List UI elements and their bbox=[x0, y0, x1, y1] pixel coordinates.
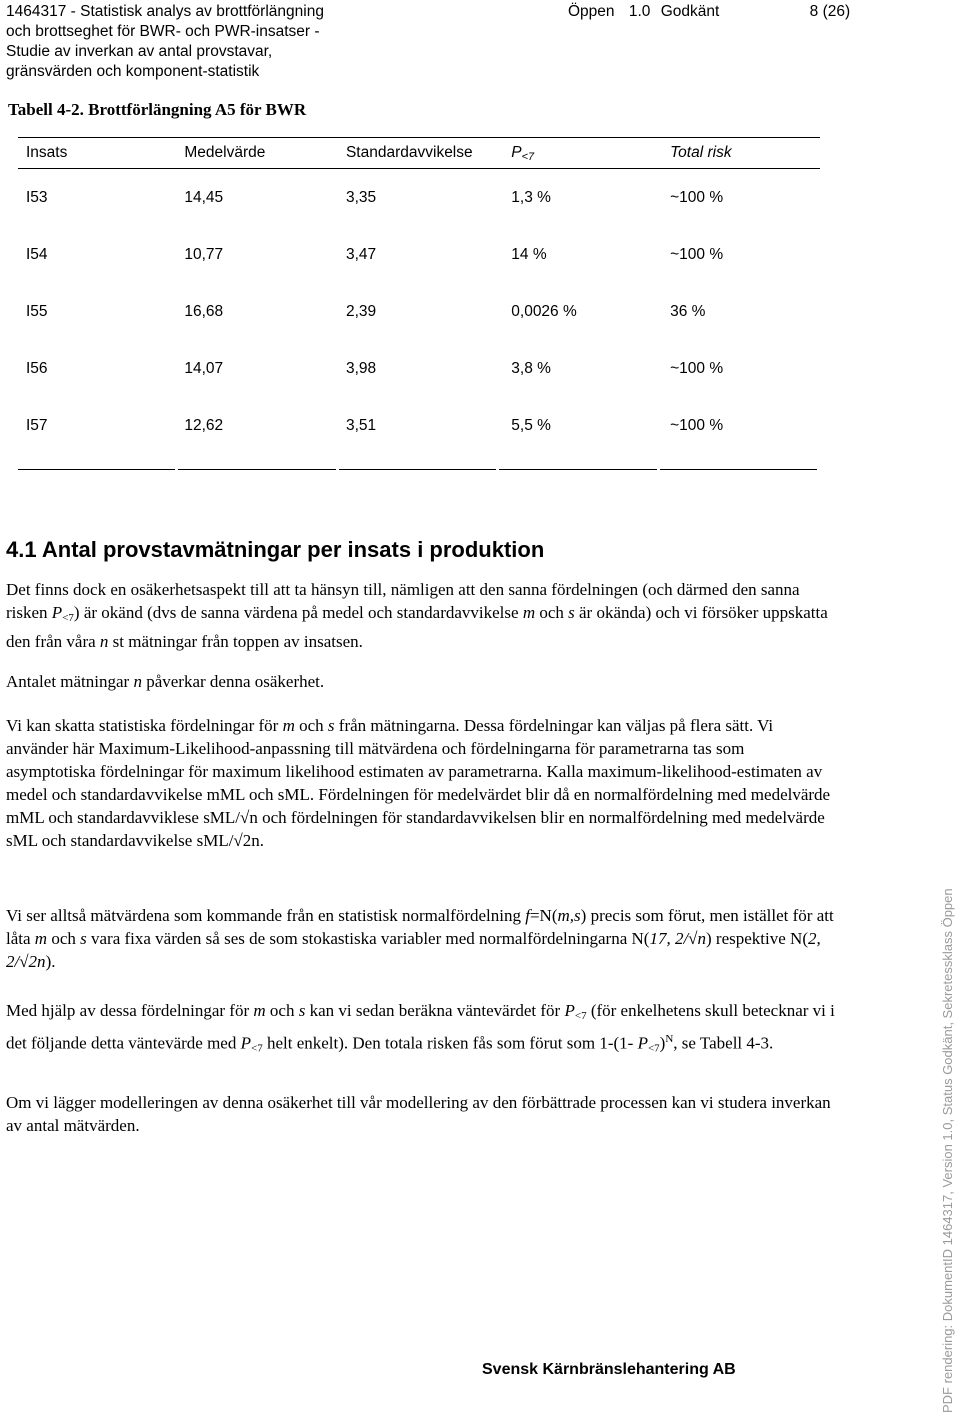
table-cell: 36 % bbox=[670, 302, 706, 320]
title-line: Studie av inverkan av antal provstavar, bbox=[6, 43, 273, 60]
title-line: och brottseghet för BWR- och PWR-insatser - bbox=[6, 23, 320, 40]
page-number: 8 (26) bbox=[809, 3, 851, 20]
table-row bbox=[18, 226, 820, 283]
table-header-row bbox=[18, 138, 820, 169]
table-bottom-rule bbox=[18, 468, 820, 470]
table-row bbox=[18, 397, 820, 454]
table-cell: 16,68 bbox=[184, 302, 224, 320]
table-cell: 3,8 % bbox=[511, 359, 551, 377]
column-header: Standardavvikelse bbox=[338, 138, 503, 169]
paragraph: Antalet mätningar n påverkar denna osäkerhet. bbox=[6, 672, 325, 691]
table-cell: I53 bbox=[26, 188, 48, 206]
table-cell: I57 bbox=[26, 416, 48, 434]
document-title bbox=[6, 2, 324, 82]
table-cell: 0,0026 % bbox=[511, 302, 577, 320]
table-cell: I56 bbox=[26, 359, 48, 377]
table-row bbox=[18, 169, 820, 227]
footer-company: Svensk Kärnbränslehantering AB bbox=[482, 1361, 736, 1378]
table-cell: 1,3 % bbox=[511, 188, 551, 206]
table-cell: 2,39 bbox=[345, 302, 377, 320]
column-header: Total risk bbox=[662, 138, 820, 169]
table-cell: 3,35 bbox=[345, 188, 377, 206]
paragraph: Med hjälp av dessa fördelningar för m och s kan vi sedan beräkna väntevärdet för $P_{<7}$ (för enkelhetens skull betecknar vi i det följande detta väntevärde med $P_{<7}$ helt enkelt). Den totala risken fås som förut som 1-(1- $P_{<7})^N$, se Tabell 4-3. bbox=[6, 1001, 835, 1055]
paragraph: Vi kan skatta statistiska fördelningar för m och s från mätningarna. Dessa fördelningar kan väljas på flera sätt. Vi använder här Maximum-Likelihood-anpassning till mätvärdena och fördelningarna för parametrarna tas som asymptotiska fördelningar för maximum likelihood estimaten av parametrarna. Kalla maximum-likelihood-estimaten av medel och standardavvikelse mML och sML. Fördelningen för medelvärdet blir då en normalfördelning med medelvärde mML och standardavviklese sML/√n och fördelningen för standardavvikelsen blir en normalfördelning med medelvärde sML och standardavvikelse sML/√2n. bbox=[6, 716, 831, 850]
document-status bbox=[568, 2, 850, 22]
table-cell: 14,07 bbox=[184, 359, 224, 377]
results-table bbox=[18, 137, 820, 454]
column-header-subscript: <7 bbox=[521, 150, 535, 163]
table-cell: ~100 % bbox=[670, 188, 724, 206]
table-cell: 3,98 bbox=[345, 359, 377, 377]
table-cell: 5,5 % bbox=[511, 416, 551, 434]
table-cell: 10,77 bbox=[184, 245, 224, 263]
side-rendering-note: PDF rendering: DokumentID 1464317, Version 1.0, Status Godkänt, Sekretessklass Öppen bbox=[940, 888, 955, 1413]
paragraph: Vi ser alltså mätvärdena som kommande från en statistisk normalfördelning f=N(m,s) precis som förut, men istället för att låta m och s vara fixa värden så ses de som stokastiska variabler med normalfördelningarna N(17, 2/√n) respektive N(2, 2/√2n). bbox=[6, 906, 834, 971]
table-cell: 3,47 bbox=[345, 245, 377, 263]
table-cell: ~100 % bbox=[670, 245, 724, 263]
version-text: 1.0 bbox=[628, 3, 651, 20]
approval-text: Godkänt bbox=[660, 3, 720, 20]
status-text: Öppen bbox=[568, 3, 615, 20]
table-cell: 3,51 bbox=[345, 416, 377, 434]
table-cell: 14 % bbox=[511, 245, 547, 263]
column-header: Medelvärde bbox=[176, 138, 338, 169]
table-row bbox=[18, 283, 820, 340]
column-header: Insats bbox=[18, 138, 176, 169]
title-line: 1464317 - Statistisk analys av brottförlängning bbox=[6, 3, 324, 20]
table-cell: 14,45 bbox=[184, 188, 224, 206]
section-heading: 4.1 Antal provstavmätningar per insats i produktion bbox=[6, 537, 545, 562]
table-cell: ~100 % bbox=[670, 359, 724, 377]
column-header bbox=[503, 138, 662, 169]
table-cell: 12,62 bbox=[184, 416, 224, 434]
table-cell: I54 bbox=[26, 245, 48, 263]
paragraph: Det finns dock en osäkerhetsaspekt till att ta hänsyn till, nämligen att den sanna fördelningen (och därmed den sanna risken $P_{<7}$) är okänd (dvs de sanna värdena på medel och standardavvikelse m och s är okända) och vi försöker uppskatta den från våra n st mätningar från toppen av insatsen. bbox=[6, 580, 828, 651]
table-cell: ~100 % bbox=[670, 416, 724, 434]
paragraph: Om vi lägger modelleringen av denna osäkerhet till vår modellering av den förbättrade processen kan vi studera inverkan av antal mätvärden. bbox=[6, 1093, 831, 1135]
table-row bbox=[18, 340, 820, 397]
table-caption: Tabell 4-2. Brottförlängning A5 för BWR bbox=[8, 100, 307, 119]
table-cell: I55 bbox=[26, 302, 48, 320]
title-line: gränsvärden och komponent-statistik bbox=[6, 63, 260, 80]
column-header-p: P bbox=[511, 143, 522, 161]
